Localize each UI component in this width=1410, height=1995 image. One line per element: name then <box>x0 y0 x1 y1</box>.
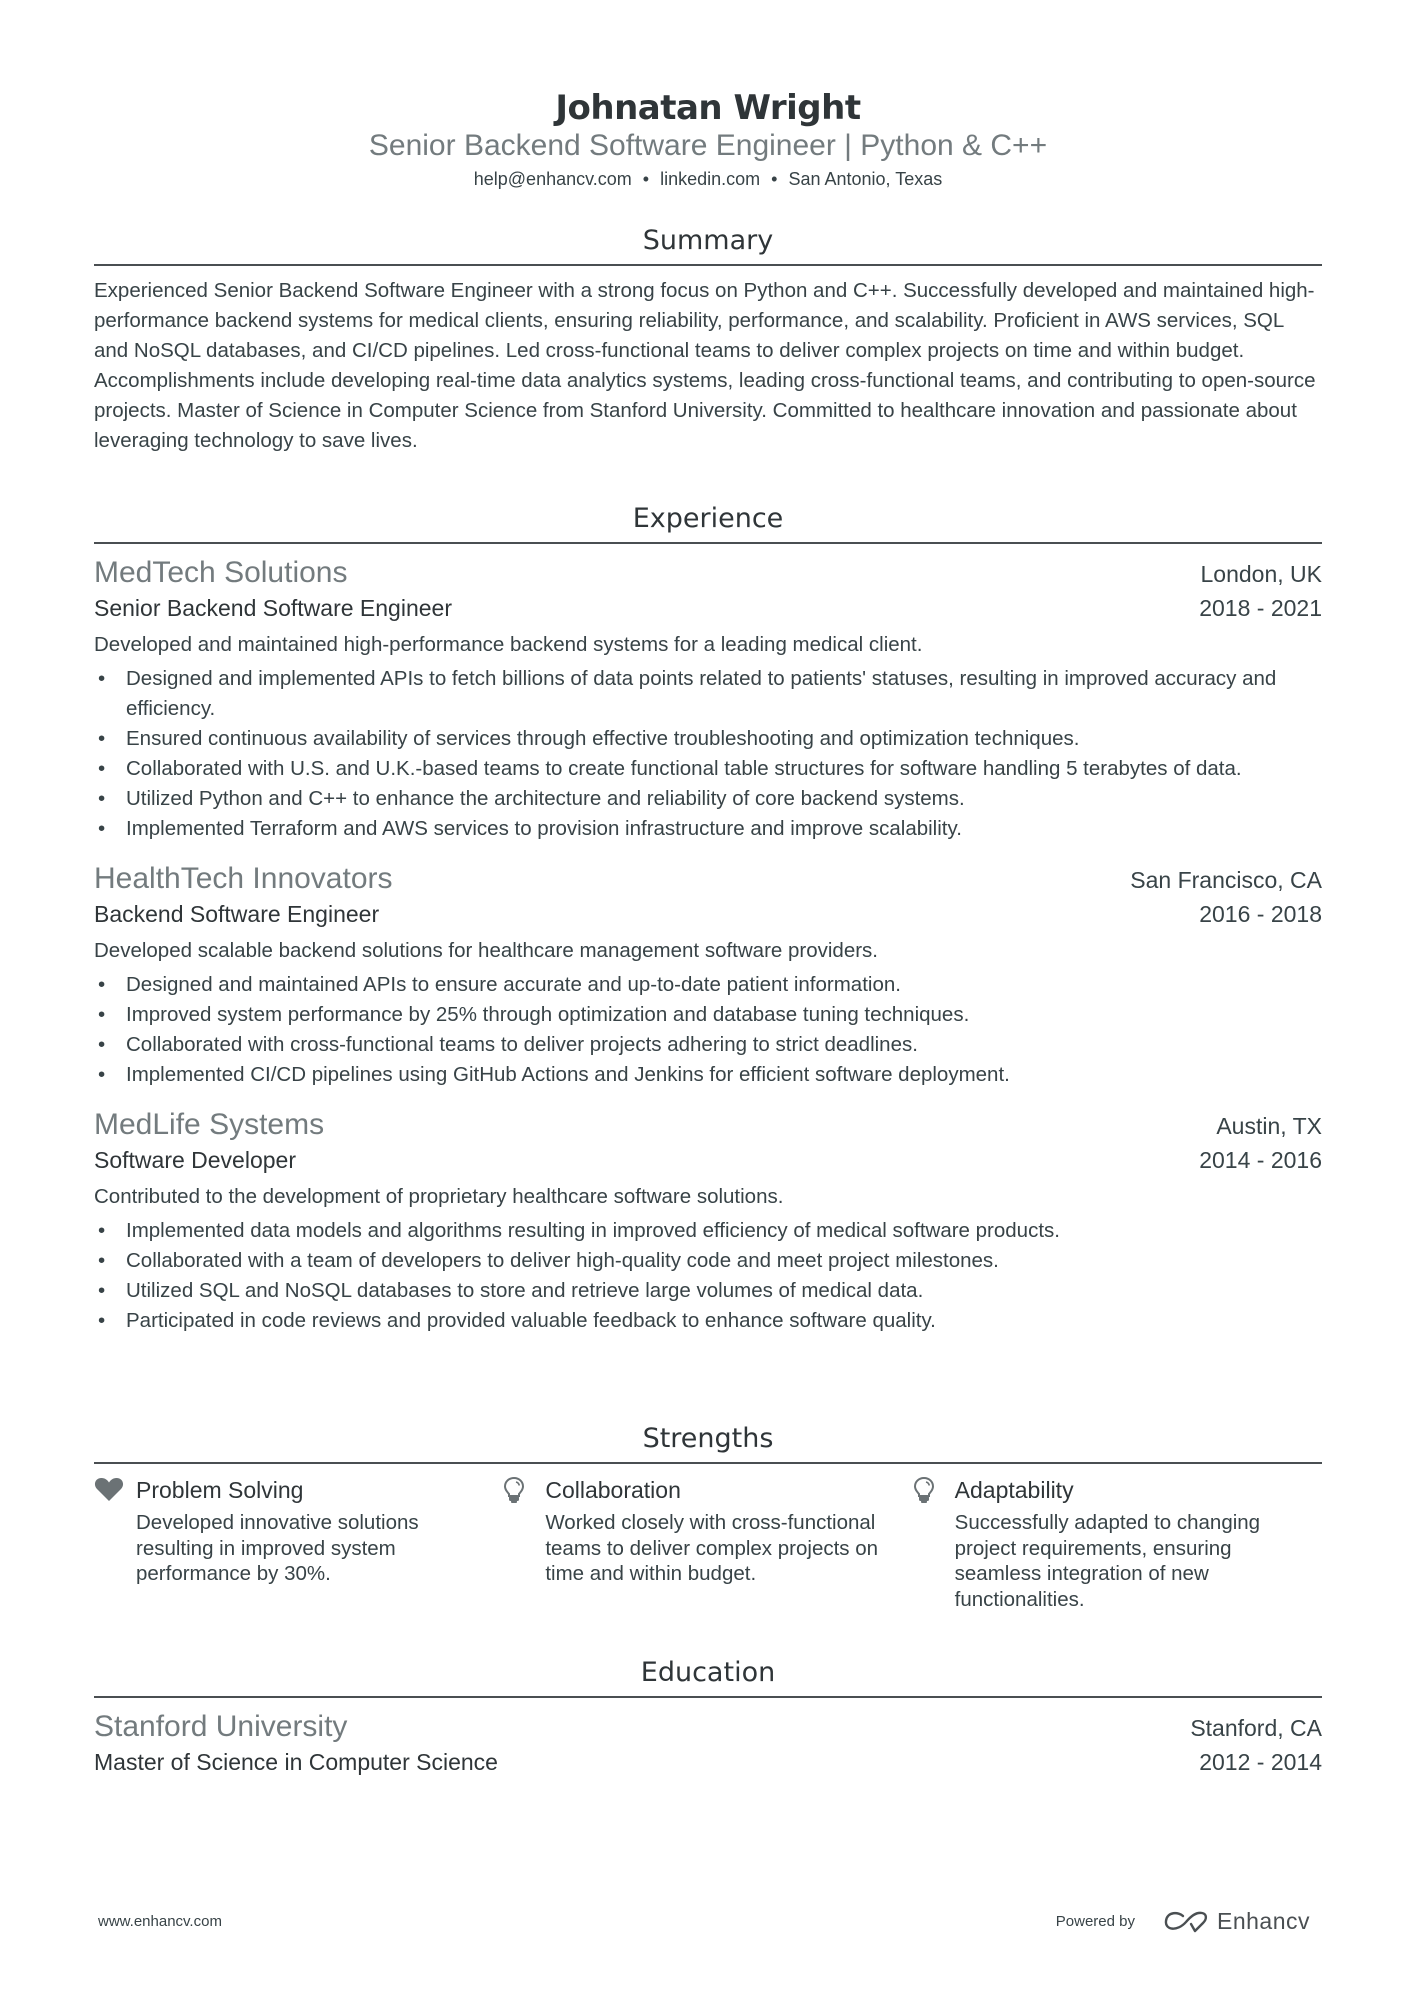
education-entry <box>94 1708 1322 1778</box>
strength-title: Collaboration <box>545 1477 681 1503</box>
job-bullet: • Utilized Python and C++ to enhance the architecture and reliability of core backend systems. <box>94 784 1322 814</box>
contact-linkedin[interactable]: linkedin.com <box>660 169 761 189</box>
job-role: Backend Software Engineer <box>94 901 380 927</box>
contact-separator: • <box>642 169 650 189</box>
job-role: Senior Backend Software Engineer <box>94 595 452 621</box>
page-footer <box>98 1908 1310 1935</box>
strength-description: Developed innovative solutions resulting in improved system performance by 30%. <box>136 1511 419 1585</box>
job-bullet: • Participated in code reviews and provided valuable feedback to enhance software quality. <box>94 1306 1322 1336</box>
job-bullet: • Collaborated with cross-functional teams to deliver projects adhering to strict deadlines. <box>94 1030 1322 1060</box>
strength-description: Successfully adapted to changing project requirements, ensuring seamless integration of new functionalities. <box>954 1511 1261 1611</box>
job-entry <box>94 554 1322 844</box>
job-role: Software Developer <box>94 1147 296 1173</box>
contact-email[interactable]: help@enhancv.com <box>473 169 632 189</box>
powered-by-label: Powered by <box>1055 1913 1135 1930</box>
job-bullet: • Collaborated with U.S. and U.K.-based teams to create functional table structures for software handling 5 terabytes of data. <box>94 754 1322 784</box>
strength-item <box>913 1474 1322 1612</box>
job-location: London, UK <box>1200 561 1322 587</box>
strength-title: Problem Solving <box>136 1477 304 1503</box>
footer-website-link[interactable]: www.enhancv.com <box>98 1913 222 1930</box>
heart-icon <box>94 1474 136 1612</box>
job-bullets <box>94 970 1322 1090</box>
contact-separator: • <box>771 169 778 189</box>
job-bullet: • Utilized SQL and NoSQL databases to store and retrieve large volumes of medical data. <box>94 1276 1322 1306</box>
resume-header <box>94 0 1322 192</box>
job-bullet: • Ensured continuous availability of services through effective troubleshooting and optimization techniques. <box>94 724 1322 754</box>
strength-item <box>503 1474 912 1612</box>
strength-item <box>94 1474 503 1612</box>
resume-page <box>94 0 1322 1775</box>
experience-section <box>94 502 1322 1336</box>
job-description: Contributed to the development of proprietary healthcare software solutions. <box>94 1185 784 1208</box>
candidate-title: Senior Backend Software Engineer | Python & C++ <box>368 129 1048 162</box>
company-name: MedLife Systems <box>94 1108 325 1141</box>
job-dates: 2018 - 2021 <box>1199 595 1322 621</box>
company-name: MedTech Solutions <box>94 556 348 589</box>
job-bullet: • Improved system performance by 25% through optimization and database tuning techniques. <box>94 1000 1322 1030</box>
section-heading-strengths: Strengths <box>94 1422 1322 1464</box>
section-heading-education: Education <box>94 1656 1322 1698</box>
strength-title: Adaptability <box>954 1477 1074 1503</box>
strengths-section <box>94 1422 1322 1612</box>
school-location: Stanford, CA <box>1190 1715 1322 1741</box>
job-bullets <box>94 664 1322 844</box>
job-bullet: • Implemented Terraform and AWS services to provision infrastructure and improve scalability. <box>94 814 1322 844</box>
job-description: Developed and maintained high-performance backend systems for a leading medical client. <box>94 633 923 656</box>
powered-by <box>1056 1908 1310 1935</box>
lightbulb-icon <box>913 1474 955 1612</box>
degree: Master of Science in Computer Science <box>94 1749 498 1775</box>
candidate-name: Johnatan Wright <box>555 88 861 128</box>
job-bullet: • Collaborated with a team of developers to deliver high-quality code and meet project milestones. <box>94 1246 1322 1276</box>
summary-text: Experienced Senior Backend Software Engineer with a strong focus on Python and C++. Successfully developed and maintained high-performance backend systems for medical clients, ensuring reliability, performance, and scalability. Proficient in AWS services, SQL and NoSQL databases, and CI/CD pipelines. Led cross-functional teams to deliver complex projects on time and within budget. Accomplishments include developing real-time data analytics systems, leading cross-functional teams, and contributing to open-source projects. Master of Science in Computer Science from Stanford University. Committed to healthcare innovation and passionate about leveraging technology to save lives. <box>94 279 1316 452</box>
education-dates: 2012 - 2014 <box>1199 1749 1322 1775</box>
job-dates: 2016 - 2018 <box>1199 901 1322 927</box>
strength-description: Worked closely with cross-functional teams to deliver complex projects on time and within budget. <box>545 1511 879 1585</box>
job-bullet: • Implemented CI/CD pipelines using GitHub Actions and Jenkins for efficient software deployment. <box>94 1060 1322 1090</box>
job-bullet: • Implemented data models and algorithms resulting in improved efficiency of medical software products. <box>94 1216 1322 1246</box>
job-location: San Francisco, CA <box>1130 867 1322 893</box>
job-bullets <box>94 1216 1322 1336</box>
section-heading-summary: Summary <box>94 224 1322 266</box>
education-section <box>94 1656 1322 1778</box>
lightbulb-icon <box>503 1474 545 1612</box>
job-entry <box>94 1106 1322 1336</box>
company-name: HealthTech Innovators <box>94 862 393 895</box>
job-bullet: • Designed and implemented APIs to fetch billions of data points related to patients' statuses, resulting in improved accuracy and efficiency. <box>94 664 1322 724</box>
enhancv-brand[interactable]: Enhancv <box>1216 1908 1310 1934</box>
summary-section <box>94 224 1322 456</box>
job-description: Developed scalable backend solutions for healthcare management software providers. <box>94 939 879 962</box>
contact-line <box>94 166 1322 192</box>
job-entry <box>94 860 1322 1090</box>
job-dates: 2014 - 2016 <box>1199 1147 1322 1173</box>
school-name: Stanford University <box>94 1710 348 1743</box>
section-heading-experience: Experience <box>94 502 1322 544</box>
enhancv-logo-icon <box>1163 1910 1209 1934</box>
job-location: Austin, TX <box>1216 1113 1322 1139</box>
job-bullet: • Designed and maintained APIs to ensure accurate and up-to-date patient information. <box>94 970 1322 1000</box>
contact-location: San Antonio, Texas <box>788 169 943 189</box>
